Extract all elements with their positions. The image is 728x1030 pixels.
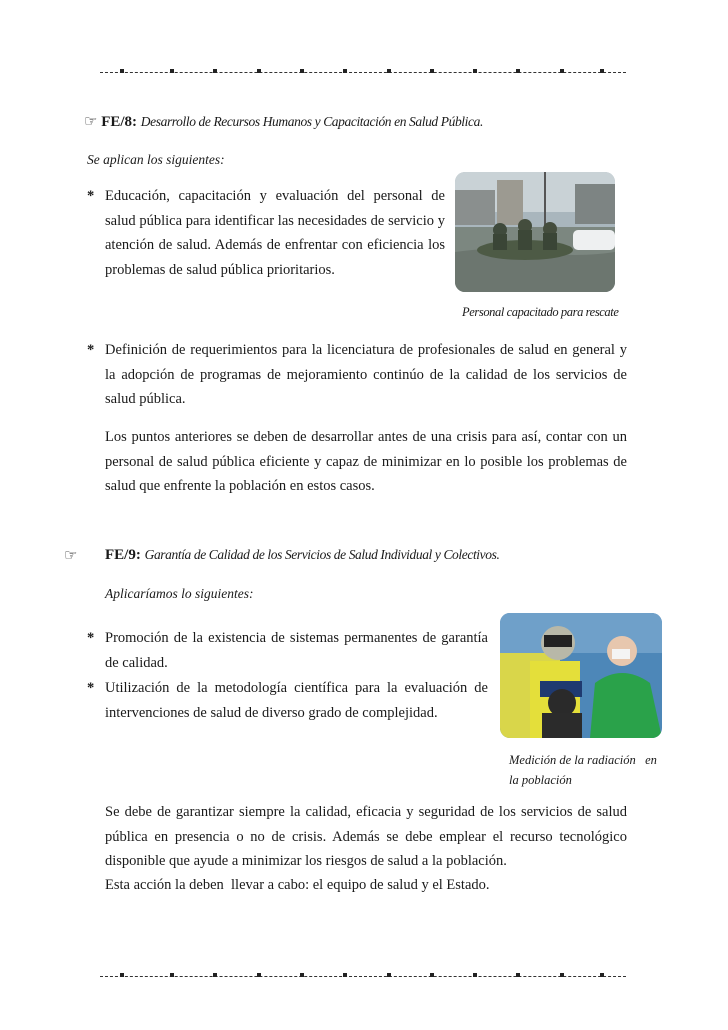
section8-title: Desarrollo de Recursos Humanos y Capacitación en Salud Pública. [140, 114, 483, 129]
section9-title: Garantía de Calidad de los Servicios de Salud Individual y Colectivos. [144, 547, 500, 562]
section9-paragraph-1: Se debe de garantizar siempre la calidad, eficacia y seguridad de los servicios de salud pública en presencia o no de crisis. Además se debe emplear el recurso tecnológico disponible que ayude a minimizar los riesgos de salud a la población. [105, 804, 627, 869]
section9-heading [105, 547, 499, 564]
section9-code: FE/9: [105, 547, 141, 563]
radiation-photo-caption: Medición de la radiación en la población [509, 753, 661, 787]
rescue-photo [455, 172, 615, 292]
section9-intro: Aplicaríamos lo siguientes: [105, 586, 254, 601]
asterisk-icon: * [87, 630, 95, 646]
section8-intro: Se aplican los siguientes: [87, 152, 225, 167]
section8-bullet-2: * Definición de requerimientos para la licenciatura de profesionales de salud en general y la adopción de programas de mejoramiento continúo de la calidad de los servicios de salud pública. [105, 338, 627, 412]
section8-heading [84, 112, 483, 131]
pointing-hand-icon: ☞ [84, 114, 98, 130]
asterisk-icon: * [87, 342, 95, 358]
section8-paragraph: Los puntos anteriores se deben de desarrollar antes de una crisis para así, contar con un personal de salud pública eficiente y capaz de minimizar en lo posible los problemas de salud que enfrente la población en estos casos. [105, 429, 627, 494]
bottom-divider [100, 976, 626, 987]
section8-code: FE/8: [101, 114, 138, 130]
pointing-hand-icon: ☞ [64, 548, 78, 564]
section9-bullet-2: * Utilización de la metodología científica para la evaluación de intervenciones de salud de diverso grado de complejidad. [105, 676, 488, 725]
asterisk-icon: * [87, 188, 95, 204]
section8-bullet-1: * Educación, capacitación y evaluación del personal de salud pública para identificar las necesidades de servicio y atención de salud. Además de enfrentar con eficiencia los problemas de salud pública prioritarios. [105, 184, 445, 282]
rescue-photo-caption: Personal capacitado para rescate [462, 305, 619, 319]
section9-paragraph-2: Esta acción la deben llevar a cabo: el equipo de salud y el Estado. [105, 877, 490, 893]
radiation-photo [500, 613, 662, 738]
asterisk-icon: * [87, 680, 95, 696]
top-divider [100, 72, 626, 83]
section9-bullet-1: * Promoción de la existencia de sistemas permanentes de garantía de calidad. [105, 626, 488, 675]
